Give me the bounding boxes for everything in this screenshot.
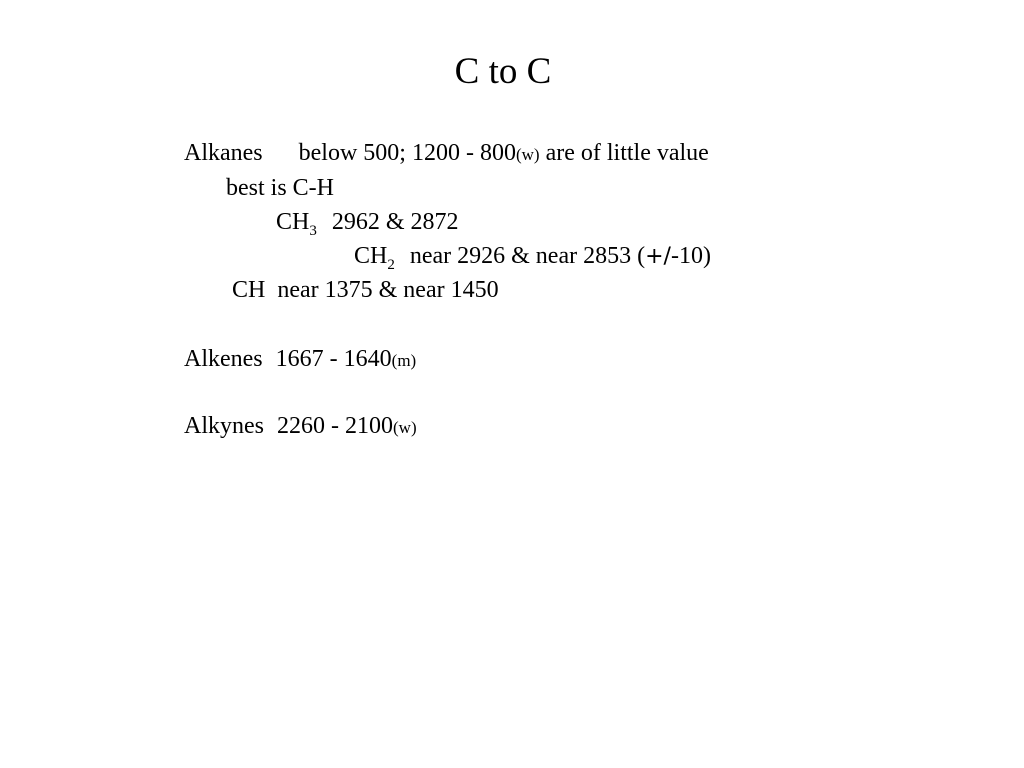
alkynes-intensity: (w) (393, 418, 417, 437)
ch3-group: CH (276, 209, 310, 235)
alkanes-range: below 500; 1200 - 800 (298, 140, 516, 166)
ch2-values-pre: near 2926 & near 2853 ( (409, 243, 646, 269)
alkynes-line (184, 411, 417, 443)
ch2-subscript: 2 (387, 257, 395, 273)
ch3-line (276, 207, 459, 237)
ch2-line (354, 241, 711, 272)
alkynes-label: Alkynes (184, 413, 264, 439)
ch2-plus-minus: +/ (645, 244, 671, 269)
best-ch-line: best is C-H (226, 175, 334, 201)
ch2-group: CH (354, 243, 388, 269)
slide-title: C to C (454, 51, 552, 92)
alkenes-intensity: (m) (391, 351, 417, 370)
ch3-subscript: 3 (309, 223, 317, 239)
ch3-values: 2962 & 2872 (331, 209, 459, 235)
alkanes-comment: are of little value (545, 140, 709, 166)
ch-line: CH near 1375 & near 1450 (232, 277, 499, 303)
alkenes-label: Alkenes (184, 346, 263, 372)
alkanes-line (184, 138, 709, 170)
alkanes-label: Alkanes (184, 140, 263, 166)
alkynes-range: 2260 - 2100 (277, 413, 393, 439)
ch2-values-post: -10) (670, 243, 711, 269)
alkenes-range: 1667 - 1640 (275, 346, 392, 372)
alkanes-intensity: (w) (515, 145, 540, 164)
alkenes-line (184, 344, 416, 376)
